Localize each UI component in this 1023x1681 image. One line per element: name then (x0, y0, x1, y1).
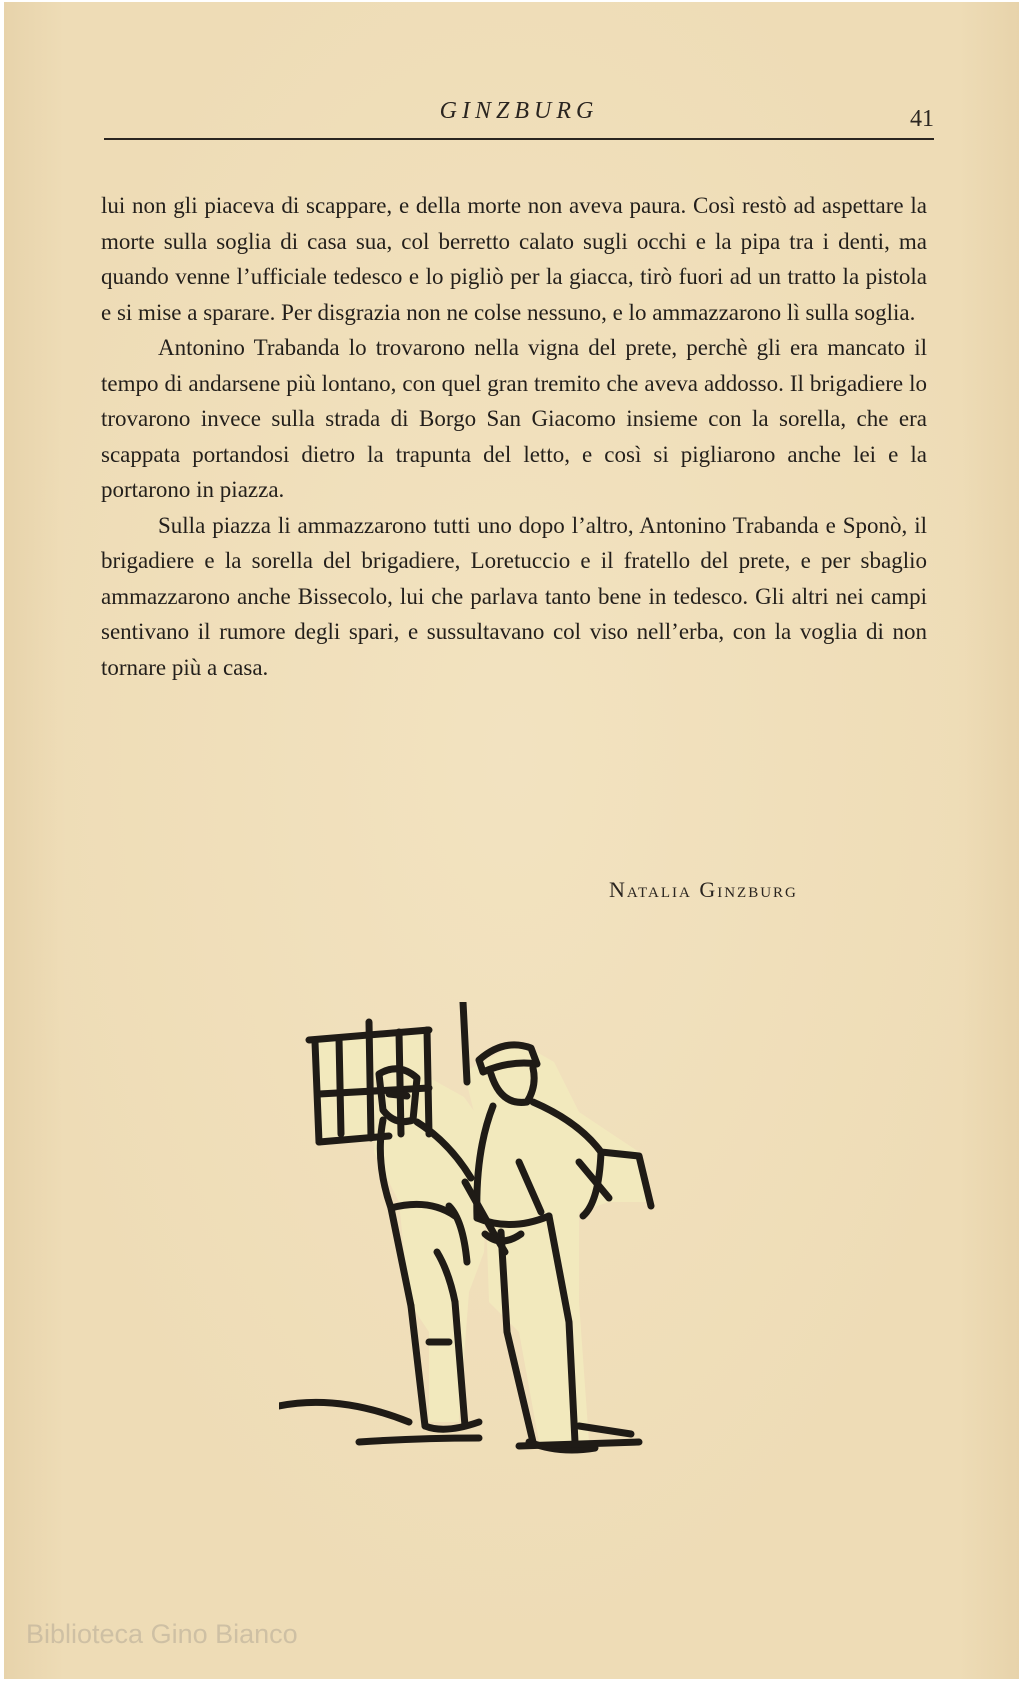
library-watermark: Biblioteca Gino Bianco (26, 1619, 298, 1649)
woodcut-illustration (279, 1002, 719, 1492)
paragraph: Sulla piazza li ammazzarono tutti uno dopo l’altro, Antonino Trabanda e Sponò, il brigadiere e la sorella del brigadiere, Loretuccio e il fratello del prete, e per sbaglio ammazzarono anche Bissecolo, lui che parlava tanto bene in tedesco. Gli altri nei campi sentivano il rumore degli spari, e sussultavano col viso nell’erba, con la voglia di non tornare più a casa. (101, 512, 927, 680)
running-header (104, 94, 934, 140)
paragraph: Antonino Trabanda lo trovarono nella vigna del prete, perchè gli era mancato il tempo di andarsene più lontano, con quel gran tremito che aveva addosso. Il brigadiere lo trovarono invece sulla strada di Borgo San Giacomo insieme con la sorella, che era scappata portandosi dietro la trapunta del letto, e così si pigliarono anche lei e la portarono in piazza. (101, 335, 927, 502)
body-text (101, 188, 927, 685)
book-page (4, 2, 1019, 1679)
page-number: 41 (910, 106, 934, 132)
author-signature: Natalia Ginzburg (609, 877, 798, 902)
running-title: GINZBURG (439, 98, 599, 124)
paragraph: lui non gli piaceva di scappare, e della morte non aveva paura. Così restò ad aspettare la morte sulla soglia di casa sua, col berretto calato sugli occhi e la pipa tra i denti, ma quando venne l’ufficiale tedesco e lo pigliò per la giacca, tirò fuori ad un tratto la pistola e si mise a sparare. Per disgrazia non ne colse nessuno, e lo ammazzarono lì sulla soglia. (101, 193, 927, 325)
